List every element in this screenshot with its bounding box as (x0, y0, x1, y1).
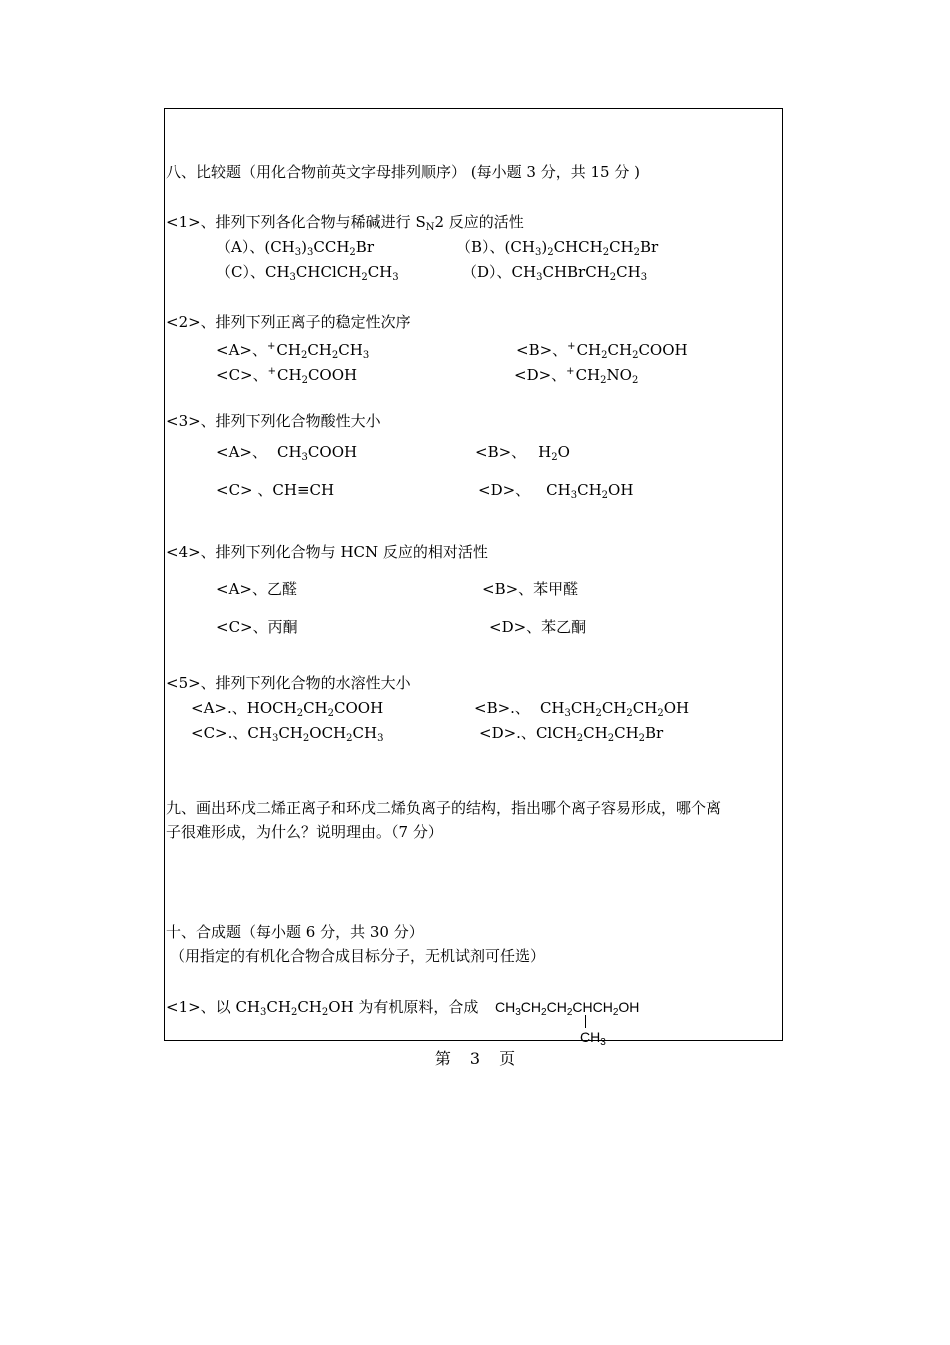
q2-option-d: <D>、$^+CH_2NO_2$ (514, 366, 639, 386)
section8-title: 八、比较题（用化合物前英文字母排列顺序） (每小题 3 分，共 15 分 ) (166, 163, 640, 181)
section10-q1: <1>、以 $CH_3CH_2CH_2OH$ 为有机原料，合成 (166, 998, 479, 1018)
q3-option-c: <C> 、CH≡CH (216, 481, 335, 499)
branch-bond (585, 1015, 586, 1028)
q1-prompt: <1>、排列下列各化合物与稀碱进行 $S_N2$ 反应的活性 (166, 213, 524, 233)
q5-option-d: <D>.、$ClCH_2CH_2CH_2Br$ (479, 724, 664, 744)
q4-option-b: <B>、苯甲醛 (482, 580, 579, 598)
q3-option-a: <A>、 $CH_3COOH$ (216, 443, 358, 463)
section10-title: 十、合成题（每小题 6 分，共 30 分） (166, 923, 424, 941)
q1-option-d: （D）、$CH_3CHBrCH_2CH_3$ (462, 263, 648, 283)
q2-option-a: <A>、$^+CH_2CH_2CH_3$ (216, 341, 370, 361)
q5-option-c: <C>.、$CH_3CH_2OCH_2CH_3$ (191, 724, 384, 744)
q1-option-c: （C）、$CH_3CHClCH_2CH_3$ (216, 263, 399, 283)
q4-option-c: <C>、丙酮 (216, 618, 298, 636)
q2-option-b: <B>、$^+CH_2CH_2COOH$ (516, 341, 688, 361)
q5-option-b: <B>.、 $CH_3CH_2CH_2CH_2OH$ (474, 699, 690, 719)
q4-prompt: <4>、排列下列化合物与 HCN 反应的相对活性 (166, 543, 488, 561)
section9-line2: 子很难形成，为什么？说明理由。（7 分） (166, 823, 443, 841)
q2-prompt: <2>、排列下列正离子的稳定性次序 (166, 313, 411, 331)
section10-subtitle: （用指定的有机化合物合成目标分子，无机试剂可任选） (170, 947, 546, 965)
q3-prompt: <3>、排列下列化合物酸性大小 (166, 412, 381, 430)
branch-methyl: $CH_3$ (580, 1029, 606, 1048)
q4-option-a: <A>、乙醛 (216, 580, 297, 598)
target-molecule: $CH_3CH_2CH_2CHCH_2OH$ (495, 999, 640, 1018)
q4-option-d: <D>、苯乙酮 (489, 618, 587, 636)
q2-option-c: <C>、$^+CH_2COOH$ (216, 366, 358, 386)
q1-option-b: （B）、$(CH_3)_2CHCH_2CH_2Br$ (456, 238, 659, 258)
q1-option-a: （A）、$(CH_3)_3CCH_2Br$ (216, 238, 374, 258)
q3-option-b: <B>、 $H_2O$ (475, 443, 570, 463)
q5-prompt: <5>、排列下列化合物的水溶性大小 (166, 674, 411, 692)
page-number: 第 3 页 (434, 1049, 516, 1068)
q5-option-a: <A>.、$HOCH_2CH_2COOH$ (191, 699, 384, 719)
q3-option-d: <D>、 $CH_3CH_2OH$ (478, 481, 634, 501)
section9-line1: 九、画出环戊二烯正离子和环戊二烯负离子的结构，指出哪个离子容易形成，哪个离 (166, 799, 722, 817)
